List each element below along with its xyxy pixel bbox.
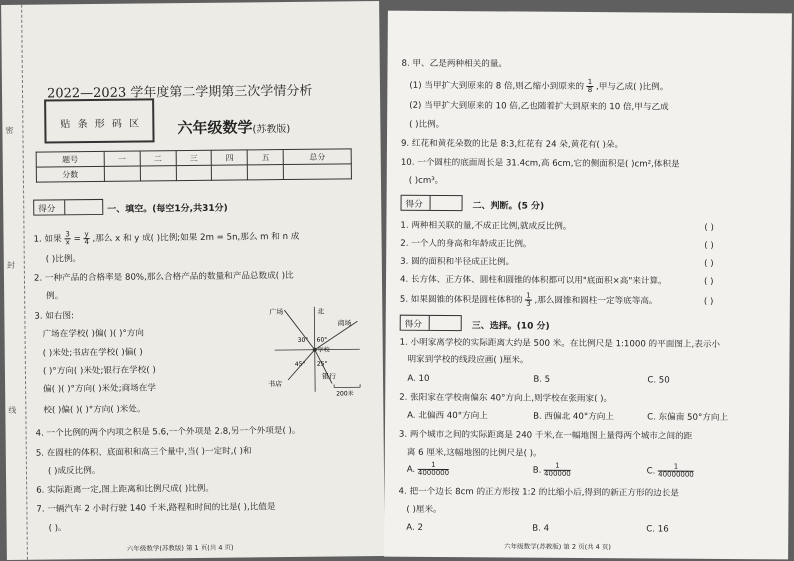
edition-label: (苏教版) <box>252 123 291 136</box>
choice-1-option-b[interactable]: B. 5 <box>533 374 551 385</box>
judge-5-answer[interactable]: ( ) <box>703 296 714 307</box>
map-angle-60: 60° <box>316 336 328 344</box>
choice-4-option-a[interactable]: A. 2 <box>406 522 424 533</box>
map-label-yinhang: 银行 <box>321 372 337 381</box>
map-label-north: 北 <box>317 307 325 316</box>
binding-margin <box>1 5 28 560</box>
page-footer: 六年级数学(苏教版) 第 2 页(共 4 页) <box>504 542 611 552</box>
q6-line1: 6. 实际距离一定,图上距离和比例尺成( )比例。 <box>36 483 215 496</box>
fraction-num: 1 <box>658 463 694 471</box>
q10-line1: 10. 一个圆柱的底面周长是 31.4cm,高 6cm,它的侧面积是( )cm²,体积是 <box>400 157 680 170</box>
choice-4-option-c[interactable]: C. 16 <box>646 524 669 535</box>
score-cell[interactable] <box>248 165 284 180</box>
map-label-shangchang: 商场 <box>337 319 352 328</box>
right-page <box>384 11 792 560</box>
judge-5-prefix: 5. 如果圆锥的体积是圆柱体积的 <box>399 294 523 306</box>
score-box-blank[interactable] <box>64 200 103 214</box>
exam-title: 2022—2023 学年度第二学期第三次学情分析 <box>46 83 313 102</box>
choice-3-line1: 3. 两个城市之间的实际距离是 240 千米,在一幅地图上量得两个城市之间的距 <box>398 429 693 442</box>
direction-map <box>259 301 370 397</box>
q8-1-suffix: ,甲与乙成( )比例。 <box>595 82 669 93</box>
q7-line1: 7. 一辆汽车 2 小时行驶 140 千米,路程和时间的比是( ),比值是 <box>36 502 276 515</box>
judge-1-answer[interactable]: ( ) <box>704 222 714 233</box>
score-cell[interactable] <box>140 166 176 181</box>
score-header-cell: 四 <box>212 150 248 165</box>
scale-label: 200米 <box>336 390 354 398</box>
judge-5 <box>400 292 658 309</box>
map-label-shudian: 书店 <box>268 380 283 389</box>
choice-1-line2: 明家到学校的线段应画( )厘米。 <box>407 354 529 366</box>
score-table <box>36 148 352 182</box>
q7-line2: ( )。 <box>48 523 67 534</box>
q8-1 <box>409 78 668 95</box>
q8-2-line1: (2) 当甲扩大到原来的 10 倍,乙也随着扩大到原来的 10 倍,甲与乙成 <box>409 100 669 113</box>
score-box-blank[interactable] <box>429 316 462 330</box>
judge-1: 1. 两种相关联的量,不成正比例,就成反比例。 <box>400 220 572 232</box>
judge-4-answer[interactable]: ( ) <box>703 276 714 287</box>
judge-2: 2. 一个人的身高和年龄成正比例。 <box>400 238 532 250</box>
choice-2-option-b[interactable]: B. 西偏北 40°方向上 <box>533 411 615 423</box>
choice-4-line1: 4. 把一个边长 8cm 的正方形按 1:2 的比缩小后,得到的新正方形的边长是 <box>398 486 680 499</box>
q1-fraction-1 <box>64 231 71 246</box>
left-page <box>1 1 385 560</box>
fraction-den: 40000000 <box>658 470 694 479</box>
q2-line1: 2. 一种产品的合格率是 80%,那么合格产品的数量和产品总数成( )比 <box>33 270 294 284</box>
score-cell[interactable] <box>283 164 351 180</box>
guangchang-ray <box>284 310 314 350</box>
fraction-den: 400000 <box>544 469 571 478</box>
choice-2-option-a[interactable]: A. 北偏西 40°方向上 <box>407 410 488 422</box>
q1-prefix: 1. 如果 <box>33 234 62 245</box>
choice-1-line1: 1. 小明家离学校的实际距离大约是 500 米。在比例尺是 1:1000 的平面图上,表示小 <box>399 337 721 350</box>
q3-line4: ( )°方向( )米处;银行在学校( ) <box>42 365 156 377</box>
judge-5-suffix: ,那么圆锥和圆柱一定等底等高。 <box>534 295 658 307</box>
barcode-area <box>44 98 154 143</box>
page-footer: 六年级数学(苏教版) 第 1 页(共 4 页) <box>126 543 234 553</box>
map-angle-25: 25° <box>316 360 328 368</box>
q1-equals: = <box>73 234 81 245</box>
judge-3: 3. 圆的面积和半径成正比例。 <box>400 256 515 268</box>
q1-frac2-den: 4 <box>84 238 89 247</box>
q3-line6: 校( )偏( )( )°方向( )米处。 <box>43 404 146 416</box>
score-row-label: 分数 <box>36 166 104 182</box>
q8-1-prefix: (1) 当甲扩大到原来的 8 倍,则乙缩小到原来的 <box>409 80 585 92</box>
judge-2-answer[interactable]: ( ) <box>704 240 714 251</box>
score-table-score-row <box>36 164 351 182</box>
score-cell[interactable] <box>212 165 248 180</box>
barcode-label: 贴 条 形 码 区 <box>60 118 142 131</box>
q8-1-num: 1 <box>587 77 593 87</box>
choice-3-option-a[interactable] <box>407 462 449 477</box>
option-label: C. <box>646 466 656 477</box>
option-fraction <box>418 462 449 477</box>
q5-line1: 5. 在圆柱的体积、底面积和高三个量中,当( )一定时,( )和 <box>35 446 252 459</box>
question-1 <box>33 229 299 247</box>
score-box-label: 得分 <box>404 319 422 330</box>
option-label: B. <box>532 465 542 476</box>
score-header-cell: 三 <box>176 150 212 165</box>
score-header-cell: 五 <box>247 150 283 165</box>
fraction-num: 1 <box>418 462 449 470</box>
map-angle-30: 30° <box>297 336 309 344</box>
judge-3-answer[interactable]: ( ) <box>704 258 714 269</box>
judge-4: 4. 长方体、正方体、圆柱和圆锥的体积都可以用"底面积×高"来计算。 <box>399 274 667 287</box>
section3-title: 三、选择。(10 分) <box>471 321 550 332</box>
score-header-cell: 题号 <box>36 151 104 167</box>
choice-2-line1: 2. 张阳家在学校南偏东 40°方向上,则学校在张雨家( )。 <box>399 392 613 405</box>
choice-2-option-c[interactable]: C. 东偏南 50°方向上 <box>647 412 729 423</box>
q8-1-den: 8 <box>587 85 593 95</box>
binding-mark: 封 <box>6 260 15 270</box>
fraction-den: 4000000 <box>417 468 450 478</box>
q8-line1: 8. 甲、乙是两种相关的量。 <box>401 58 508 70</box>
q3-line3: ( )米处;书店在学校( )偏( ) <box>42 347 143 359</box>
choice-1-option-c[interactable]: C. 50 <box>647 375 670 386</box>
binding-mark: 密 <box>5 125 14 135</box>
map-label-xuexiao: 学校 <box>317 346 330 354</box>
subject-name: 六年级数学 <box>177 118 253 138</box>
fraction-num: 1 <box>544 463 571 471</box>
q1-fraction-2 <box>83 231 89 246</box>
q8-2-line2: ( )比例。 <box>409 119 445 130</box>
map-angle-45: 45° <box>294 360 306 368</box>
q8-1-fraction <box>587 79 594 94</box>
q10-line2: ( )cm³。 <box>408 175 444 186</box>
q1-frac1-num: 3 <box>65 230 70 239</box>
score-header-cell: 一 <box>104 151 140 166</box>
choice-3-option-b[interactable] <box>533 463 571 478</box>
judge-5-fraction <box>525 293 532 308</box>
option-fraction <box>544 463 571 478</box>
q9-line1: 9. 红花和黄花朵数的比是 8:3,红花有 24 朵,黄花有( )朵。 <box>400 138 624 151</box>
score-header-cell: 总分 <box>283 149 351 165</box>
section1-score-box <box>33 199 103 216</box>
choice-3-line2: 离 6 厘米,这幅地图的比例尺是( )。 <box>406 447 542 459</box>
q1-frac1-den: x <box>65 238 70 247</box>
score-cell[interactable] <box>176 165 212 180</box>
binding-mark: 线 <box>8 405 17 415</box>
q1-line2: ( )比例。 <box>45 254 82 265</box>
choice-3-option-c[interactable] <box>647 463 694 478</box>
subject-heading <box>177 116 290 138</box>
score-box-blank[interactable] <box>430 196 463 210</box>
choice-4-line2: ( )厘米。 <box>406 504 442 515</box>
q3-line1: 3. 如右图: <box>34 311 75 322</box>
score-box-label: 得分 <box>38 204 56 215</box>
section1-title: 一、填空。(每空1分,共31分) <box>107 203 228 215</box>
choice-4-option-b[interactable]: B. 4 <box>532 523 550 534</box>
q1-suffix: ,那么 x 和 y 成( )比例;如果 2m = 5n,那么 m 和 n 成 <box>92 231 300 245</box>
judge-5-den: 3 <box>526 299 531 308</box>
map-label-guangchang: 广场 <box>269 308 284 317</box>
section3-score-box <box>400 315 462 331</box>
option-label: A. <box>406 464 416 475</box>
score-header-cell: 二 <box>140 151 176 166</box>
option-fraction <box>658 463 694 478</box>
section2-title: 二、判断。(5 分) <box>472 201 545 212</box>
score-cell[interactable] <box>104 166 140 181</box>
score-box-label: 得分 <box>405 199 423 210</box>
q3-line2: 广场在学校( )偏( )( )°方向 <box>42 328 144 340</box>
q5-line2: ( )成反比例。 <box>47 465 101 477</box>
section2-score-box <box>401 195 463 211</box>
q1-frac2-num: y <box>84 230 89 239</box>
q4-line1: 4. 一个比例的两个内项之积是 5.6,一个外项是 2.8,另一个外项是( )。 <box>35 425 301 439</box>
choice-1-option-a[interactable]: A. 10 <box>407 373 430 384</box>
q2-line2: 例。 <box>46 291 64 302</box>
judge-5-num: 1 <box>526 291 531 300</box>
q3-line5: 偏( )( )°方向( )米处;商场在学 <box>43 383 157 395</box>
